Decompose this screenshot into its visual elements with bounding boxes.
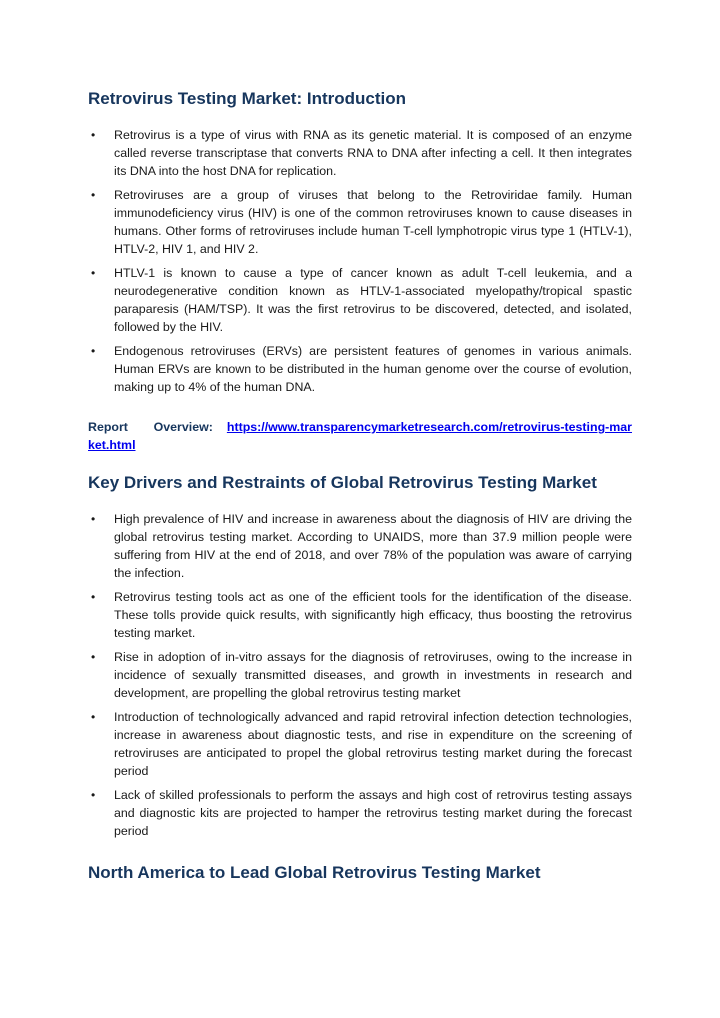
list-item-text: Endogenous retroviruses (ERVs) are persistent features of genomes in various animals. Human ERVs are known to be distributed in the human genome over the course of evolution, making up to 4% of the human DNA. [114,344,632,394]
bullet-icon: • [91,188,96,202]
list-item [88,708,632,780]
list-item-text: Retrovirus testing tools act as one of the efficient tools for the identification of the disease. These tolls provide quick results, with significantly high efficacy, thus boosting the retrovirus testing market. [114,590,632,640]
list-item [88,342,632,396]
list-item [88,786,632,840]
bullet-icon: • [91,710,96,724]
list-item [88,264,632,336]
list-item-text: Introduction of technologically advanced and rapid retroviral infection detection technologies, increase in awareness about diagnostic tests, and rise in expenditure on the screening of retroviruses are anticipated to propel the global retrovirus testing market during the forecast period [114,710,632,778]
list-item [88,510,632,582]
list-item [88,186,632,258]
bullet-icon: • [91,266,96,280]
list-item-text: High prevalence of HIV and increase in awareness about the diagnosis of HIV are driving the global retrovirus testing market. According to UNAIDS, more than 37.9 million people were suffering from HIV at the end of 2018, and over 78% of the population was aware of carrying the infection. [114,512,632,580]
drivers-bullet-list [88,510,632,840]
intro-heading: Retrovirus Testing Market: Introduction [88,89,406,108]
report-overview-label: Report Overview: [88,420,213,434]
intro-bullet-list [88,126,632,396]
list-item-text: Lack of skilled professionals to perform the assays and high cost of retrovirus testing assays and diagnostic kits are projected to hamper the retrovirus testing market during the forecast period [114,788,632,838]
list-item-text: Retroviruses are a group of viruses that belong to the Retroviridae family. Human immunodeficiency virus (HIV) is one of the common retroviruses known to cause diseases in humans. Other forms of retroviruses include human T-cell lymphotropic virus type 1 (HTLV-1), HTLV-2, HIV 1, and HIV 2. [114,188,632,256]
list-item [88,648,632,702]
report-overview [88,418,632,454]
bullet-icon: • [91,344,96,358]
report-overview-link[interactable]: https://www.transparencymarketresearch.com/retrovirus-testing-market.html [88,420,632,452]
list-item-text: HTLV-1 is known to cause a type of cancer known as adult T-cell leukemia, and a neurodegenerative condition known as HTLV-1-associated myelopathy/tropical spastic paraparesis (HAM/TSP). It was the first retrovirus to be discovered, detected, and isolated, followed by the HIV. [114,266,632,334]
bullet-icon: • [91,128,96,142]
bullet-icon: • [91,590,96,604]
bullet-icon: • [91,512,96,526]
bullet-icon: • [91,650,96,664]
bullet-icon: • [91,788,96,802]
list-item-text: Retrovirus is a type of virus with RNA as its genetic material. It is composed of an enzyme called reverse transcriptase that converts RNA to DNA after infecting a cell. It then integrates its DNA into the host DNA for replication. [114,128,632,178]
list-item [88,588,632,642]
list-item-text: Rise in adoption of in-vitro assays for the diagnosis of retroviruses, owing to the increase in incidence of sexually transmitted diseases, and growth in investments in research and development, are propelling the global retrovirus testing market [114,650,632,700]
drivers-heading: Key Drivers and Restraints of Global Retrovirus Testing Market [88,473,597,492]
north-america-heading: North America to Lead Global Retrovirus Testing Market [88,863,541,882]
list-item [88,126,632,180]
